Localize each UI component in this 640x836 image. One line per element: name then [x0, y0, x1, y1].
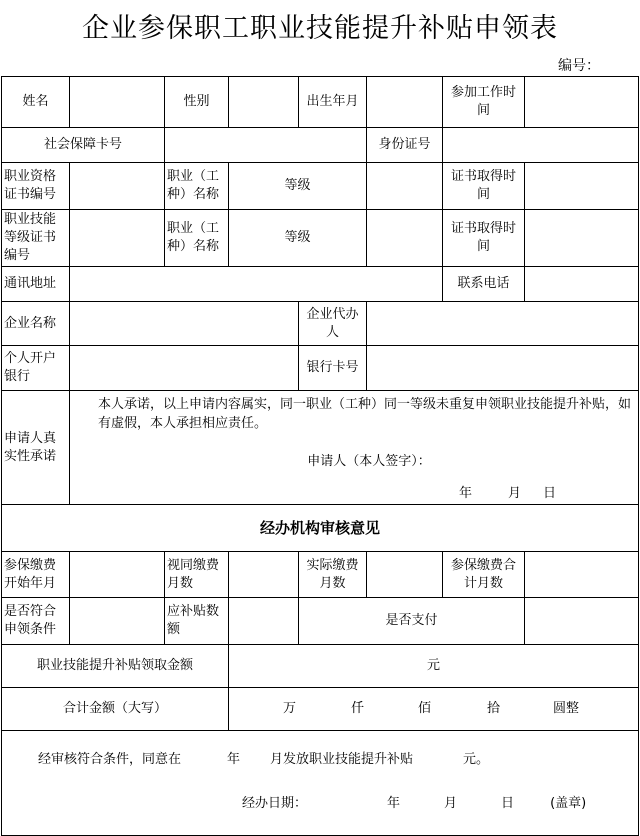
process-day: 日	[501, 796, 515, 811]
review-header: 经办机构审核意见	[2, 505, 639, 552]
unit-yuanzheng: 圆整	[553, 701, 580, 716]
bank-label: 个人开户银行	[2, 346, 70, 391]
process-date-label: 经办日期：	[242, 796, 308, 811]
skill-cert-time-label: 证书取得时间	[443, 210, 525, 267]
unit-bai: 佰	[418, 701, 432, 716]
actual-months-label: 实际缴费月数	[299, 552, 367, 598]
start-month-field[interactable]	[70, 552, 165, 598]
total-months-label: 参保缴费合计月数	[443, 552, 525, 598]
approval-statement	[4, 751, 636, 769]
bank-field[interactable]	[70, 346, 299, 391]
skill-cert-time-field[interactable]	[525, 210, 639, 267]
seal-label: (盖章)	[550, 796, 587, 811]
pledge-signature[interactable]: 申请人（本人签字）：	[307, 454, 431, 469]
equiv-months-field[interactable]	[229, 552, 299, 598]
amount-yuan: 元	[426, 658, 440, 673]
phone-field[interactable]	[525, 267, 639, 302]
pledge-year: 年	[458, 486, 472, 501]
qual-occupation-label: 职业（工种）名称	[165, 163, 229, 210]
work-start-label: 参加工作时 间	[443, 77, 525, 128]
amount-label: 职业技能提升补贴领取金额	[2, 645, 229, 688]
row-review-header	[2, 505, 639, 552]
bank-card-label: 银行卡号	[299, 346, 367, 391]
total-amount-label: 合计金额（大写）	[2, 688, 229, 731]
pledge-date	[72, 485, 636, 503]
unit-qian: 仟	[351, 701, 365, 716]
row-pledge	[2, 391, 639, 505]
row-skill-cert	[2, 210, 639, 267]
equiv-months-label: 视同缴费月数	[165, 552, 229, 598]
approve-text-2: 月发放职业技能提升补贴	[270, 752, 414, 767]
birth-label: 出生年月	[299, 77, 367, 128]
company-label: 企业名称	[2, 302, 70, 346]
address-label: 通讯地址	[2, 267, 70, 302]
form-title: 企业参保职工职业技能提升补贴申领表	[82, 13, 558, 44]
skill-cert-no-field[interactable]	[70, 210, 165, 267]
row-contact	[2, 267, 639, 302]
gender-field[interactable]	[229, 77, 299, 128]
pledge-text: 本人承诺，以上申请内容属实，同一职业（工种）同一等级未重复申领职业技能提升补贴，如有虚假，本人承担相应责任。	[98, 397, 632, 431]
birth-field[interactable]	[367, 77, 443, 128]
serial-number-label: 编号：	[558, 58, 600, 74]
qual-cert-no-field[interactable]	[70, 163, 165, 210]
pledge-label: 申请人真实性承诺	[2, 391, 70, 505]
process-year: 年	[387, 796, 401, 811]
subsidy-count-label: 应补贴数额	[165, 598, 229, 645]
row-basic-info	[2, 77, 639, 128]
approve-text-1: 经审核符合条件，同意在	[38, 752, 182, 767]
row-subsidy-amount	[2, 645, 639, 688]
row-total-amount	[2, 688, 639, 731]
process-date-line	[4, 795, 636, 813]
name-label: 姓名	[2, 77, 70, 128]
approve-year: 年	[227, 752, 241, 767]
qual-level-label: 等级	[229, 163, 367, 210]
qual-cert-no-label: 职业资格证书编号	[2, 163, 70, 210]
eligible-field[interactable]	[70, 598, 165, 645]
pledge-month: 月	[507, 486, 521, 501]
eligible-label: 是否符合申领条件	[2, 598, 70, 645]
skill-level-field[interactable]	[367, 210, 443, 267]
agent-label: 企业代办人	[299, 302, 367, 346]
social-card-field[interactable]	[165, 128, 367, 163]
subsidy-count-field[interactable]	[229, 598, 299, 645]
application-form-table	[1, 76, 639, 836]
row-approval	[2, 731, 639, 836]
name-field[interactable]	[70, 77, 165, 128]
row-eligibility	[2, 598, 639, 645]
bank-card-field[interactable]	[367, 346, 639, 391]
row-payment-months	[2, 552, 639, 598]
skill-cert-no-label: 职业技能等级证书编号	[2, 210, 70, 267]
id-number-field[interactable]	[443, 128, 639, 163]
phone-label: 联系电话	[443, 267, 525, 302]
total-amount-field[interactable]	[229, 688, 639, 731]
pledge-content	[70, 391, 639, 505]
start-month-label: 参保缴费开始年月	[2, 552, 70, 598]
approve-yuan: 元。	[463, 752, 490, 767]
row-id-info	[2, 128, 639, 163]
qual-cert-time-label: 证书取得时间	[443, 163, 525, 210]
company-field[interactable]	[70, 302, 299, 346]
address-field[interactable]	[70, 267, 443, 302]
paid-label: 是否支付	[299, 598, 525, 645]
total-months-field[interactable]	[525, 552, 639, 598]
skill-level-label: 等级	[229, 210, 367, 267]
gender-label: 性别	[165, 77, 229, 128]
actual-months-field[interactable]	[367, 552, 443, 598]
social-card-label: 社会保障卡号	[2, 128, 165, 163]
approval-content	[2, 731, 639, 836]
id-number-label: 身份证号	[367, 128, 443, 163]
qual-cert-time-field[interactable]	[525, 163, 639, 210]
row-company	[2, 302, 639, 346]
unit-wan: 万	[283, 701, 297, 716]
process-month: 月	[444, 796, 458, 811]
paid-field[interactable]	[525, 598, 639, 645]
agent-field[interactable]	[367, 302, 639, 346]
skill-occupation-label: 职业（工种）名称	[165, 210, 229, 267]
unit-shi: 拾	[487, 701, 501, 716]
qual-level-field[interactable]	[367, 163, 443, 210]
amount-field[interactable]	[229, 645, 639, 688]
row-bank	[2, 346, 639, 391]
pledge-day: 日	[542, 486, 556, 501]
row-qualification-cert	[2, 163, 639, 210]
